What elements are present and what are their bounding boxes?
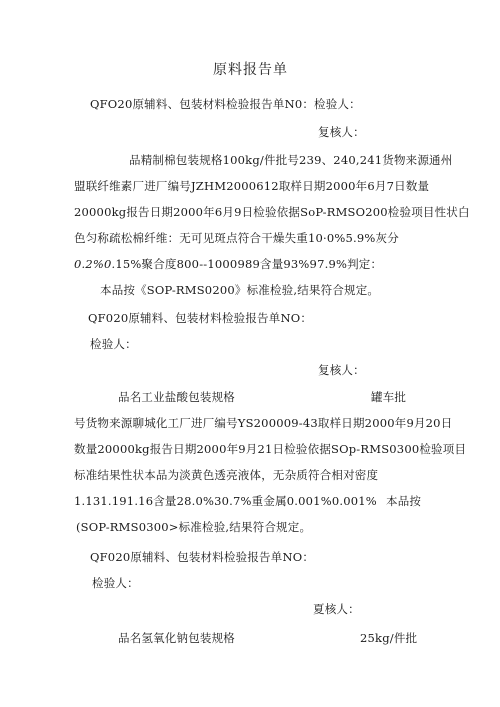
text-line: 数量20000kg报告日期2000年9月21日检验依据SOp-RMS0300检验项目	[74, 442, 467, 456]
text-line: 色匀称疏松棉纤维：无可见斑点符合干燥失重10·0%5.9%灰分	[74, 231, 399, 245]
inspector-label-3: 检验人：	[92, 576, 139, 590]
text-line: 品名氢氧化钠包装规格	[118, 631, 235, 645]
text-line: 盟联纤维素厂进厂编号JZHM2000612取样日期2000年6月7日数量	[74, 179, 430, 193]
report-header-2: QF020原辅料、包装材料检验报告单NO：	[88, 311, 313, 325]
text-line: 罐车批	[371, 390, 407, 404]
text-line	[74, 256, 382, 272]
text-fragment: 15%聚合度800--1000989含量93%97.9%判定：	[115, 257, 383, 271]
text-line: 本品按	[386, 494, 422, 508]
text-line: 1.131.191.16含量28.0%30.7%重金属0.001%0.001%	[74, 494, 377, 508]
reviewer-label-1: 复核人：	[318, 125, 365, 139]
text-line: 25kg/件批	[360, 631, 418, 645]
report-header-1: QFO20原辅料、包装材料检验报告单N0：检验人：	[90, 97, 361, 111]
reviewer-label-3: 夏核人：	[313, 602, 360, 616]
document-title: 原料报告单	[213, 62, 288, 78]
text-line: 品精制棉包装规格100kg/件批号239、240,241货物来源通州	[129, 153, 453, 167]
text-line: 号货物来源聊城化工厂进厂编号YS200009-43取样日期2000年9月20日	[74, 416, 453, 430]
inspector-label-2: 检验人：	[90, 337, 137, 351]
conclusion-line-1: 本品按《SOP-RMS0200》标准检验,结果符合规定。	[100, 283, 380, 297]
text-line: 标准结果性状本品为淡黄色透亮液体，无杂质符合相对密度	[74, 468, 379, 482]
text-line: 20000kg报告日期2000年6月9日检验依据SoP-RMSO200检验项目性状白	[74, 205, 470, 219]
reviewer-label-2: 复核人：	[318, 363, 365, 377]
text-line: 品名工业盐酸包装规格	[118, 390, 235, 404]
text-fragment: 0.2%0.	[74, 257, 116, 271]
conclusion-line-2: (SOP-RMS0300>标准检验,结果符合规定。	[76, 520, 312, 534]
report-header-3: QF020原辅料、包装材料检验报告单NO：	[90, 550, 315, 564]
